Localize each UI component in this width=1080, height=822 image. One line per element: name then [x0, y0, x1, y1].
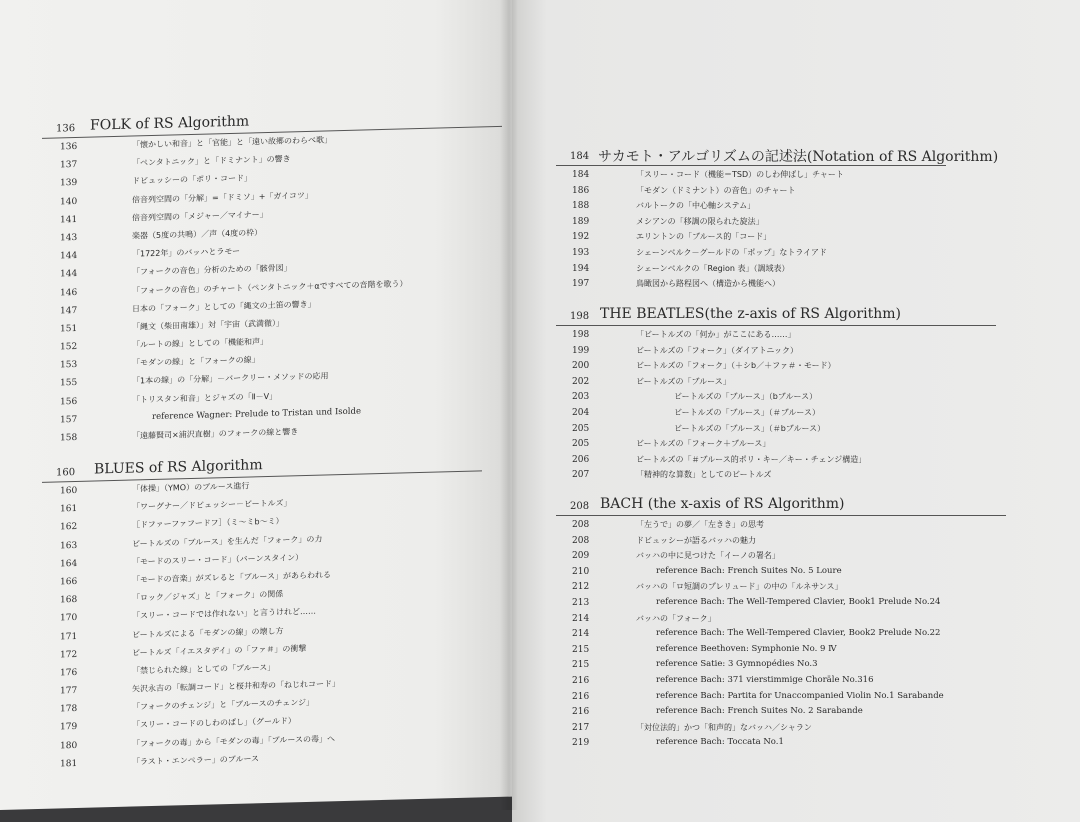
entry-title: シェーンベルクの「Region 表」（調域表）	[636, 263, 790, 273]
entry-page-number: 205	[572, 423, 590, 434]
entry-page-number: 171	[60, 631, 78, 642]
entry-page-number: 200	[572, 361, 590, 372]
entry-title: ビートルズの「＃ブルース的ポリ・キー／キー・チェンジ構造」	[636, 454, 867, 464]
entry-page-number: 188	[572, 201, 590, 212]
entry-page-number: 152	[60, 342, 78, 353]
entry-title: 「1722年」のバッハとラモー	[132, 246, 241, 259]
entry-page-number: 136	[60, 141, 78, 153]
entry-title: ドビュッシーが語るバッハの魅力	[636, 535, 756, 545]
entry-title: メシアンの「移調の限られた旋法」	[636, 216, 764, 226]
entry-page-number: 193	[572, 247, 590, 258]
section-rule	[556, 325, 996, 326]
entry-page-number: 178	[60, 704, 78, 715]
entry-title: バッハの中に見つけた「イーノの署名」	[636, 551, 780, 561]
entry-title: バルトークの「中心軸システム」	[636, 201, 756, 211]
entry-page-number: 158	[60, 432, 78, 444]
entry-title: 「ロック／ジャズ」と「フォーク」の関係	[132, 589, 284, 603]
entry-title: 「トリスタン和音」とジャズの「Ⅱ－Ⅴ」	[132, 391, 278, 405]
right-page	[512, 0, 1080, 822]
section-rule	[556, 515, 1006, 516]
entry-title: 「モードのスリー・コード」（バーンスタイン）	[132, 552, 304, 567]
entry-page-number: 210	[572, 566, 590, 577]
entry-page-number: 208	[572, 520, 590, 530]
entry-title: ［ドファーファフードフ］（ミ～ミb～ミ）	[132, 516, 284, 530]
entry-page-number: 202	[572, 376, 590, 387]
entry-page-number: 153	[60, 360, 78, 371]
entry-title: ビートルズの「ブルース」	[636, 376, 731, 386]
entry-page-number: 151	[60, 323, 78, 335]
entry-page-number: 215	[572, 660, 590, 671]
entry-page-number: 216	[572, 691, 590, 702]
section-page-number: 208	[570, 501, 590, 512]
entry-title: ビートルズの「ブルース」（bブルース）	[674, 392, 818, 402]
entry-page-number: 208	[572, 535, 590, 546]
entry-page-number: 203	[572, 392, 590, 403]
entry-page-number: 205	[572, 439, 590, 450]
entry-page-number: 179	[60, 722, 78, 733]
entry-page-number: 197	[572, 279, 590, 290]
entry-page-number: 146	[60, 287, 78, 298]
left-page	[0, 0, 512, 810]
entry-title: 「ビートルズの「何か」がここにある……」	[636, 330, 796, 339]
section-title: FOLK of RS Algorithm	[90, 113, 250, 134]
entry-page-number: 161	[60, 504, 78, 515]
entry-page-number: 219	[572, 738, 590, 749]
entry-title: バッハの「ロ短調のプレリュード」の中の「ルネサンス」	[636, 582, 843, 592]
entry-page-number: 181	[60, 758, 78, 770]
entry-title: 「1本の線」の「分解」－バークリー・メソッドの応用	[132, 371, 329, 386]
entry-title: 「フォークのチェンジ」と「ブルースのチェンジ」	[132, 698, 314, 712]
entry-title: ビートルズの「フォーク」（ダイアトニック）	[636, 345, 798, 355]
entry-title: 「スリー・コードでは作れない」と言うけれど……	[132, 607, 316, 621]
entry-title: 倍音列空間の「メジャー／マイナー」	[132, 209, 268, 223]
entry-page-number: 214	[572, 613, 590, 624]
entry-page-number: 157	[60, 414, 78, 426]
entry-page-number: 164	[60, 558, 78, 570]
entry-title: 「左うで」の夢／「左きき」の思考	[636, 520, 764, 529]
entry-title: ビートルズの「フォーク」（＋シb／＋ファ＃・モード）	[636, 361, 836, 371]
section-page-number: 184	[570, 151, 590, 162]
entry-page-number: 204	[572, 407, 590, 418]
entry-page-number: 156	[60, 396, 78, 408]
entry-title: 「スリー・コード（機能＝TSD）のしわ伸ばし」チャート	[636, 170, 844, 179]
entry-title: 楽器（5度の共鳴）／声（4度の枠）	[132, 228, 263, 241]
entry-reference: reference Bach: Toccata No.1	[656, 737, 784, 748]
book-gutter	[500, 0, 518, 810]
section-title: BACH (the x-axis of RS Algorithm)	[600, 496, 845, 512]
entry-page-number: 141	[60, 214, 78, 226]
entry-title: 「モダンの線」と「フォークの線」	[132, 355, 260, 368]
entry-page-number: 168	[60, 595, 78, 606]
entry-reference: reference Bach: French Suites No. 5 Loure	[656, 565, 842, 576]
entry-title: 日本の「フォーク」としての「縄文の土笛の響き」	[132, 299, 316, 314]
entry-title: 「ラスト・エンペラー」のブルース	[132, 754, 260, 767]
entry-page-number: 213	[572, 597, 590, 608]
entry-reference: reference Bach: Partita for Unaccompanied Violin No.1 Sarabande	[656, 690, 944, 701]
entry-page-number: 155	[60, 378, 78, 389]
entry-title: エリントンの「ブルース的「コード」	[636, 232, 772, 242]
entry-page-number: 186	[572, 185, 590, 196]
entry-page-number: 215	[572, 644, 590, 655]
entry-title: ビートルズの「ブルース」（＃bブルース）	[674, 423, 826, 433]
entry-reference: reference Satie: 3 Gymnopédies No.3	[656, 659, 818, 670]
section-page-number: 198	[570, 311, 590, 322]
entry-page-number: 163	[60, 540, 78, 551]
section-title: BLUES of RS Algorithm	[94, 457, 263, 478]
section-rule	[556, 165, 946, 166]
entry-title: 矢沢永吉の「転調コード」と桜井和寿の「ねじれコード」	[132, 679, 340, 694]
entry-page-number: 209	[572, 551, 590, 562]
entry-page-number: 214	[572, 629, 590, 640]
entry-page-number: 198	[572, 330, 590, 340]
entry-page-number: 176	[60, 667, 78, 679]
entry-page-number: 172	[60, 649, 78, 661]
entry-reference: reference Beethoven: Symphonie No. 9 Ⅳ	[656, 643, 837, 654]
entry-reference: reference Wagner: Prelude to Tristan und Isolde	[152, 406, 361, 422]
entry-page-number: 140	[60, 196, 78, 207]
entry-title: 「フォークの毒」から「モダンの毒」「ブルースの毒」へ	[132, 733, 335, 749]
entry-title: 「ルートの線」としての「機能和声」	[132, 337, 268, 350]
entry-title: 「遠藤賢司×浦沢直樹」のフォークの線と響き	[132, 427, 299, 441]
entry-title: 「縄文（柴田南雄）」対「宇宙（武満徹）」	[132, 318, 284, 332]
entry-title: 「懐かしい和音」と「官能」と「遠い故郷のわらべ歌」	[132, 135, 332, 150]
entry-title: 「ペンタトニック」と「ドミナント」の響き	[132, 154, 291, 168]
entry-page-number: 184	[572, 170, 590, 180]
entry-page-number: 180	[60, 740, 78, 752]
entry-reference: reference Bach: The Well-Tempered Clavier, Book1 Prelude No.24	[656, 596, 941, 607]
entry-page-number: 137	[60, 160, 78, 171]
entry-page-number: 216	[572, 675, 590, 686]
entry-title: 「フォークの音色」のチャート（ペンタトニック＋αですべての音階を歌う）	[132, 278, 408, 296]
entry-page-number: 144	[60, 251, 78, 262]
entry-page-number: 139	[60, 178, 78, 189]
entry-title: ビートルズ「イエスタデイ」の「ファ＃」の衝撃	[132, 643, 307, 658]
entry-page-number: 199	[572, 345, 590, 356]
entry-page-number: 212	[572, 582, 590, 593]
entry-title: 「モダン（ドミナント）の音色」のチャート	[636, 185, 796, 195]
entry-title: ビートルズによる「モダンの線」の壊し方	[132, 626, 284, 640]
entry-title: 「体操」（YMO）のブルース進行	[132, 481, 250, 494]
entry-page-number: 147	[60, 305, 78, 317]
entry-title: 鳥瞰図から路程図へ（構造から機能へ）	[636, 279, 780, 289]
entry-page-number: 177	[60, 686, 78, 697]
entry-page-number: 207	[572, 470, 590, 481]
entry-page-number: 217	[572, 722, 590, 733]
entry-title: 「禁じられた線」としての「ブルース」	[132, 662, 276, 676]
entry-page-number: 206	[572, 454, 590, 465]
entry-page-number: 192	[572, 232, 590, 243]
entry-title: ビートルズの「ブルース」を生んだ「フォーク」の力	[132, 534, 323, 549]
entry-page-number: 160	[60, 485, 78, 497]
entry-reference: reference Bach: French Suites No. 2 Sarabande	[656, 706, 863, 717]
section-page-number: 136	[56, 123, 76, 135]
entry-title: 倍音列空間の「分解」=「ドミソ」+「ガイコツ」	[132, 190, 313, 205]
entry-title: 「モードの音楽」がズレると「ブルース」があらわれる	[132, 570, 331, 585]
entry-title: ドビュッシーの「ポリ・コード」	[132, 173, 252, 186]
entry-page-number: 144	[60, 269, 78, 280]
section-title: サカモト・アルゴリズムの記述法(Notation of RS Algorithm)	[598, 149, 999, 165]
entry-page-number: 216	[572, 707, 590, 718]
entry-reference: reference Bach: 371 vierstimmige Choräle No.316	[656, 674, 874, 685]
entry-title: シェーンベルク－グールドの「ポップ」なトライアド	[636, 247, 827, 257]
entry-title: バッハの「フォーク」	[636, 613, 716, 623]
section-page-number: 160	[56, 467, 76, 479]
entry-title: 「フォークの音色」分析のための「骸骨図」	[132, 263, 292, 277]
entry-page-number: 162	[60, 522, 78, 533]
entry-page-number: 189	[572, 216, 590, 227]
section-title: THE BEATLES(the z-axis of RS Algorithm)	[600, 306, 901, 322]
entry-title: 「ワーグナー／ドビュッシー－ビートルズ」	[132, 498, 292, 512]
entry-page-number: 170	[60, 613, 78, 624]
entry-page-number: 166	[60, 576, 78, 588]
entry-title: 「対位法的」かつ「和声的」なバッハ／シャラン	[636, 722, 812, 732]
entry-title: ビートルズの「ブルース」（＃ブルース）	[674, 407, 820, 417]
entry-title: ビートルズの「フォーク＋ブルース」	[636, 439, 771, 449]
entry-title: 「スリー・コードのしわのばし」（グールド）	[132, 716, 296, 730]
entry-page-number: 194	[572, 263, 590, 274]
entry-reference: reference Bach: The Well-Tempered Clavier, Book2 Prelude No.22	[656, 628, 941, 639]
entry-page-number: 143	[60, 232, 78, 244]
entry-title: 「精神的な算数」としてのビートルズ	[636, 470, 772, 480]
